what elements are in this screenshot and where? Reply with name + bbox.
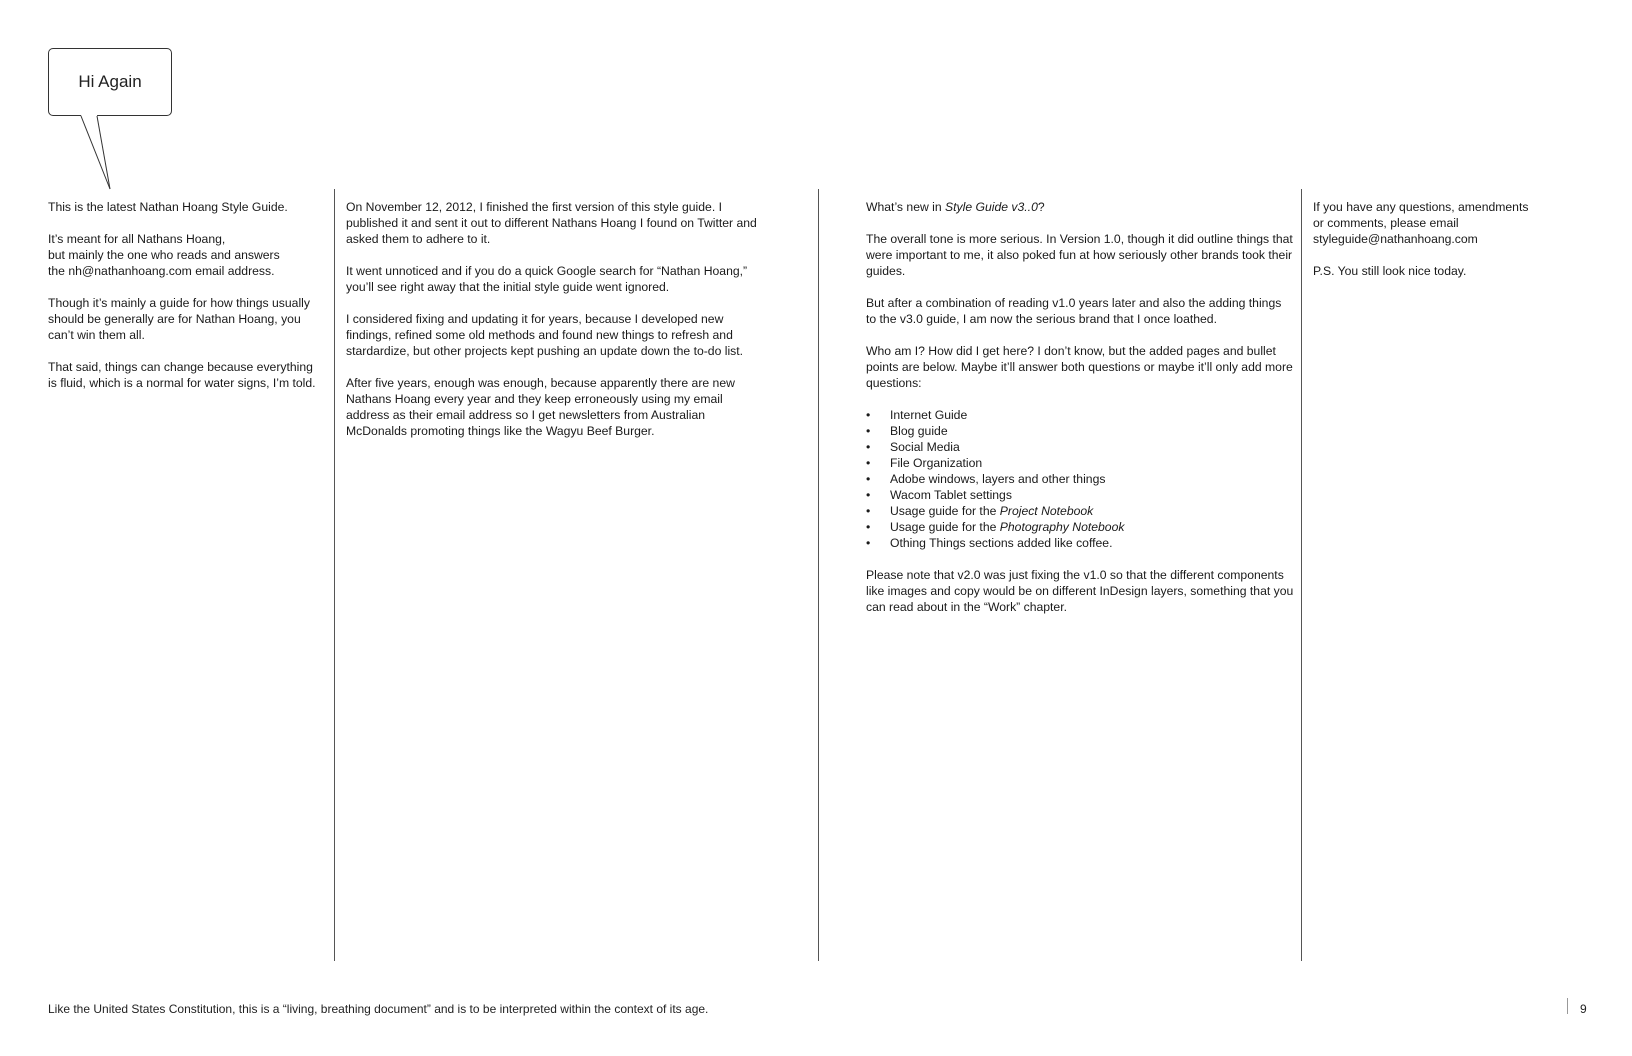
list-item: • Blog guide [866, 423, 1294, 439]
list-item [866, 519, 1294, 535]
contact-email[interactable]: styleguide@nathanhoang.com [1313, 232, 1478, 246]
whats-new-paragraph-2: But after a combination of reading v1.0 years later and also the adding things to the v3.0 guide, I am now the serious brand that I once loathed. [866, 296, 1282, 326]
heading-title: Style Guide v3..0 [945, 200, 1038, 214]
contact-paragraph [1313, 199, 1573, 247]
list-item: • Internet Guide [866, 407, 1294, 423]
column-divider [334, 189, 335, 961]
whats-new-paragraph-3: Who am I? How did I get here? I don’t know, but the added pages and bullet points are below. Maybe it’ll answer both questions or maybe it’ll only add more questions: [866, 344, 1293, 390]
page-number-divider [1567, 998, 1568, 1014]
ps-note: P.S. You still look nice today. [1313, 264, 1467, 278]
whats-new-paragraph-4: Please note that v2.0 was just fixing the v1.0 so that the different components like images and copy would be on different InDesign layers, something that you can read about in the “Work” chapter. [866, 568, 1294, 614]
list-item-text: Usage guide for the [890, 520, 1000, 534]
page-number: 9 [1580, 1002, 1587, 1016]
list-item: • File Organization [866, 455, 1294, 471]
list-item: • Wacom Tablet settings [866, 487, 1294, 503]
column-whats-new [866, 199, 1294, 631]
column-divider [1301, 189, 1302, 961]
history-paragraph-3: I considered fixing and updating it for years, because I developed new findings, refined some old methods and found new things to refresh and stardardize, but other projects kept pushing an update down the to-do list. [346, 312, 744, 358]
contact-line: or comments, please email [1313, 216, 1459, 230]
contact-line: If you have any questions, amendments [1313, 200, 1529, 214]
intro-line: but mainly the one who reads and answers [48, 248, 280, 262]
column-intro [48, 199, 323, 407]
bubble-text: Hi Again [78, 72, 142, 91]
intro-line: It’s meant for all Nathans Hoang, [48, 232, 226, 246]
whats-new-paragraph-1: The overall tone is more serious. In Version 1.0, though it did outline things that were important to me, it also poked fun at how seriously other brands took their guides. [866, 232, 1293, 278]
intro-paragraph-1: This is the latest Nathan Hoang Style Guide. [48, 200, 288, 214]
column-contact [1313, 199, 1573, 295]
list-item: • Social Media [866, 439, 1294, 455]
heading-suffix: ? [1037, 200, 1045, 214]
list-item: • Adobe windows, layers and other things [866, 471, 1294, 487]
list-item-title: Project Notebook [999, 504, 1094, 518]
intro-paragraph-4: That said, things can change because everything is fluid, which is a normal for water signs, I’m told. [48, 360, 316, 390]
column-divider [818, 189, 819, 961]
intro-line: the nh@nathanhoang.com email address. [48, 264, 275, 278]
new-pages-list [866, 407, 1294, 551]
list-item-text: Usage guide for the [890, 504, 1000, 518]
intro-paragraph-2 [48, 231, 323, 279]
list-item: • Othing Things sections added like coffee. [866, 535, 1294, 551]
intro-paragraph-3: Though it’s mainly a guide for how things usually should be generally are for Nathan Hoang, you can’t win them all. [48, 296, 310, 342]
list-item [866, 503, 1294, 519]
list-item-title: Photography Notebook [999, 520, 1125, 534]
history-paragraph-1: On November 12, 2012, I finished the first version of this style guide. I published it and sent it out to different Nathans Hoang I found on Twitter and asked them to adhere to it. [346, 200, 757, 246]
heading-prefix: What’s new in [866, 200, 946, 214]
history-paragraph-2: It went unnoticed and if you do a quick Google search for “Nathan Hoang,” you’ll see right away that the initial style guide went ignored. [346, 264, 748, 294]
column-history [346, 199, 766, 455]
footer-note: Like the United States Constitution, this is a “living, breathing document” and is to be interpreted within the context of its age. [48, 1002, 709, 1016]
history-paragraph-4: After five years, enough was enough, because apparently there are new Nathans Hoang every year and they keep erroneously using my email address as their email address so I get newsletters from Australian McDonalds promoting things like the Wagyu Beef Burger. [346, 376, 735, 438]
speech-bubble-tail [0, 0, 200, 200]
whats-new-heading [866, 199, 1294, 215]
